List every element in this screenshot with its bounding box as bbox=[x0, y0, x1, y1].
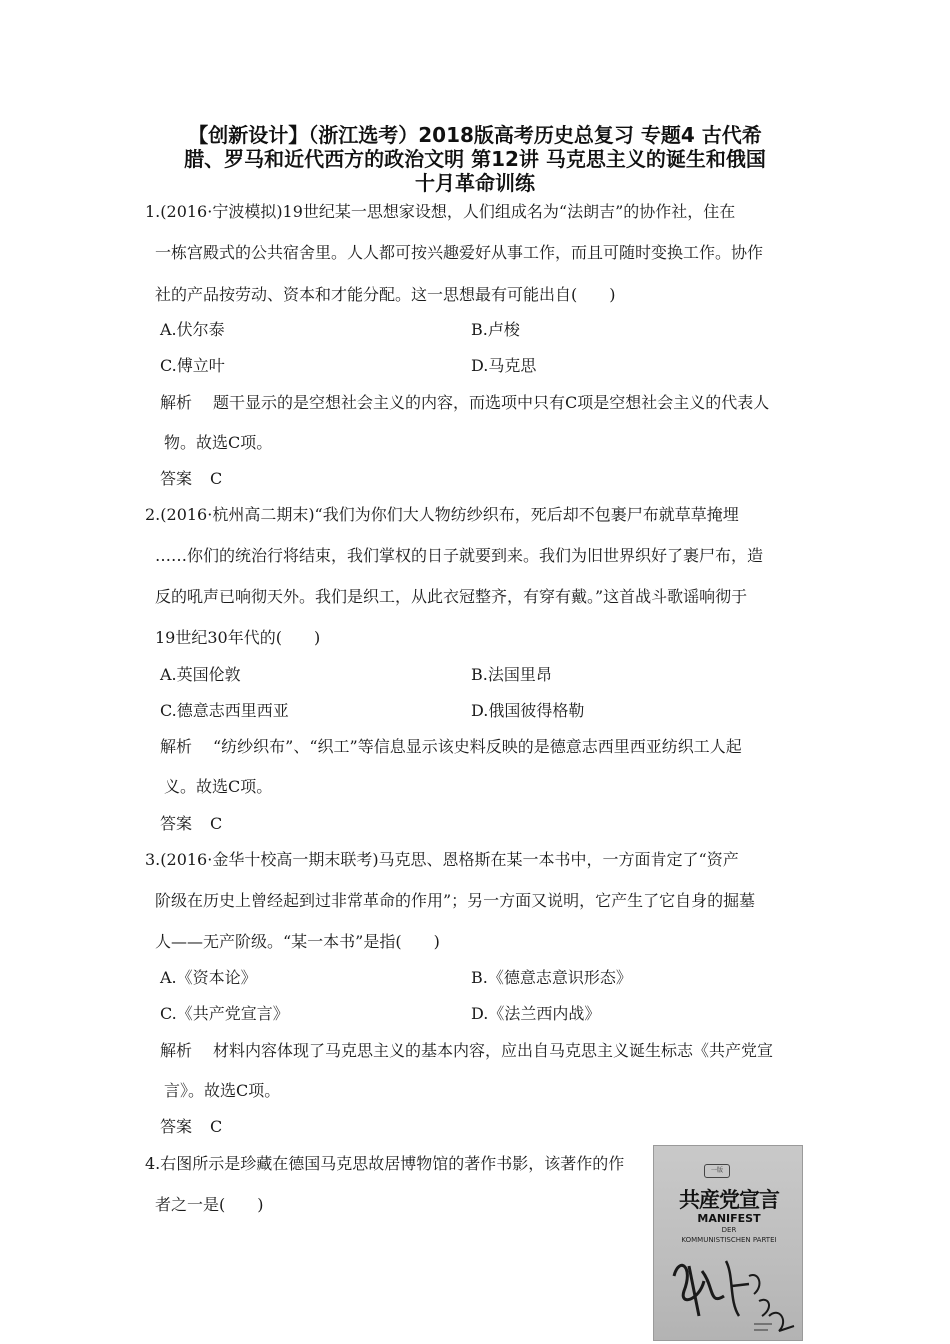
q4-stem-line: 者之一是( ) bbox=[155, 1195, 264, 1214]
q2-stem-line: 2.(2016·杭州高二期末)“我们为你们大人物纺纱织布，死后却不包裹尸布就草草掩埋 bbox=[145, 505, 739, 524]
q1-analysis-line: 题干显示的是空想社会主义的内容，而选项中只有C项是空想社会主义的代表人 bbox=[213, 393, 770, 412]
handwritten-signature-icon bbox=[654, 1246, 803, 1341]
q2-analysis-line: “纺纱织布”、“织工”等信息显示该史料反映的是德意志西里西亚纺织工人起 bbox=[213, 737, 742, 756]
title-line: 十月革命训练 bbox=[415, 171, 535, 195]
q2-answer: C bbox=[210, 814, 223, 833]
q3-stem-line: 阶级在历史上曾经起到过非常革命的作用”；另一方面又说明，它产生了它自身的掘墓 bbox=[155, 891, 756, 910]
cover-subtitle-der: DER bbox=[721, 1226, 737, 1234]
q1-stem-line: 1.(2016·宁波模拟)19世纪某一思想家设想，人们组成名为“法朗吉”的协作社，住在 bbox=[145, 202, 736, 221]
q3-option-b: B.《德意志意识形态》 bbox=[471, 968, 632, 987]
q1-analysis-label: 解析 bbox=[160, 393, 193, 412]
q1-option-a: A.伏尔泰 bbox=[160, 320, 225, 339]
q3-stem-line: 3.(2016·金华十校高一期末联考)马克思、恩格斯在某一本书中，一方面肯定了“资产 bbox=[145, 850, 739, 869]
document-title bbox=[130, 123, 820, 195]
q2-stem-line: ……你们的统治行将结束，我们掌权的日子就要到来。我们为旧世界织好了裹尸布，造 bbox=[155, 546, 764, 565]
q1-analysis-line: 物。故选C项。 bbox=[164, 433, 273, 452]
q3-answer-label: 答案 bbox=[160, 1117, 193, 1136]
q3-analysis-label: 解析 bbox=[160, 1041, 193, 1060]
q1-option-d: D.马克思 bbox=[471, 356, 537, 375]
q1-stem-line: 社的产品按劳动、资本和才能分配。这一思想最有可能出自( ) bbox=[155, 285, 616, 304]
q3-option-d: D.《法兰西内战》 bbox=[471, 1004, 601, 1023]
q2-analysis-label: 解析 bbox=[160, 737, 193, 756]
cover-subtitle-partei: KOMMUNISTISCHEN PARTEI bbox=[681, 1236, 777, 1244]
q2-analysis-line: 义。故选C项。 bbox=[164, 777, 273, 796]
q2-option-d: D.俄国彼得格勒 bbox=[471, 701, 585, 720]
q2-stem-line: 反的吼声已响彻天外。我们是织工，从此衣冠整齐，有穿有戴。”这首战斗歌谣响彻于 bbox=[155, 587, 748, 606]
cover-stamp: 一版 bbox=[704, 1164, 730, 1178]
q2-answer-label: 答案 bbox=[160, 814, 193, 833]
cover-title-chinese: 共産党宣言 bbox=[679, 1188, 779, 1212]
q4-stem-line: 4.右图所示是珍藏在德国马克思故居博物馆的著作书影，该著作的作 bbox=[145, 1154, 625, 1173]
q2-stem-line: 19世纪30年代的( ) bbox=[155, 628, 321, 647]
q1-answer: C bbox=[210, 469, 223, 488]
q3-stem-line: 人——无产阶级。“某一本书”是指( ) bbox=[155, 932, 440, 951]
cover-title-german: MANIFEST bbox=[697, 1212, 761, 1225]
manifesto-cover-image bbox=[653, 1145, 803, 1341]
title-line: 【创新设计】（浙江选考）2018版高考历史总复习 专题4 古代希 bbox=[188, 123, 762, 147]
q3-option-c: C.《共产党宣言》 bbox=[160, 1004, 289, 1023]
q1-option-b: B.卢梭 bbox=[471, 320, 520, 339]
q1-stem-line: 一栋宫殿式的公共宿舍里。人人都可按兴趣爱好从事工作，而且可随时变换工作。协作 bbox=[155, 243, 764, 262]
q1-option-c: C.傅立叶 bbox=[160, 356, 225, 375]
title-line: 腊、罗马和近代西方的政治文明 第12讲 马克思主义的诞生和俄国 bbox=[184, 147, 766, 171]
q3-analysis-line: 材料内容体现了马克思主义的基本内容，应出自马克思主义诞生标志《共产党宣 bbox=[213, 1041, 774, 1060]
q3-analysis-line: 言》。故选C项。 bbox=[164, 1081, 281, 1100]
q3-answer: C bbox=[210, 1117, 223, 1136]
q2-option-c: C.德意志西里西亚 bbox=[160, 701, 289, 720]
q2-option-a: A.英国伦敦 bbox=[160, 665, 241, 684]
q2-option-b: B.法国里昂 bbox=[471, 665, 552, 684]
q3-option-a: A.《资本论》 bbox=[160, 968, 257, 987]
q1-answer-label: 答案 bbox=[160, 469, 193, 488]
